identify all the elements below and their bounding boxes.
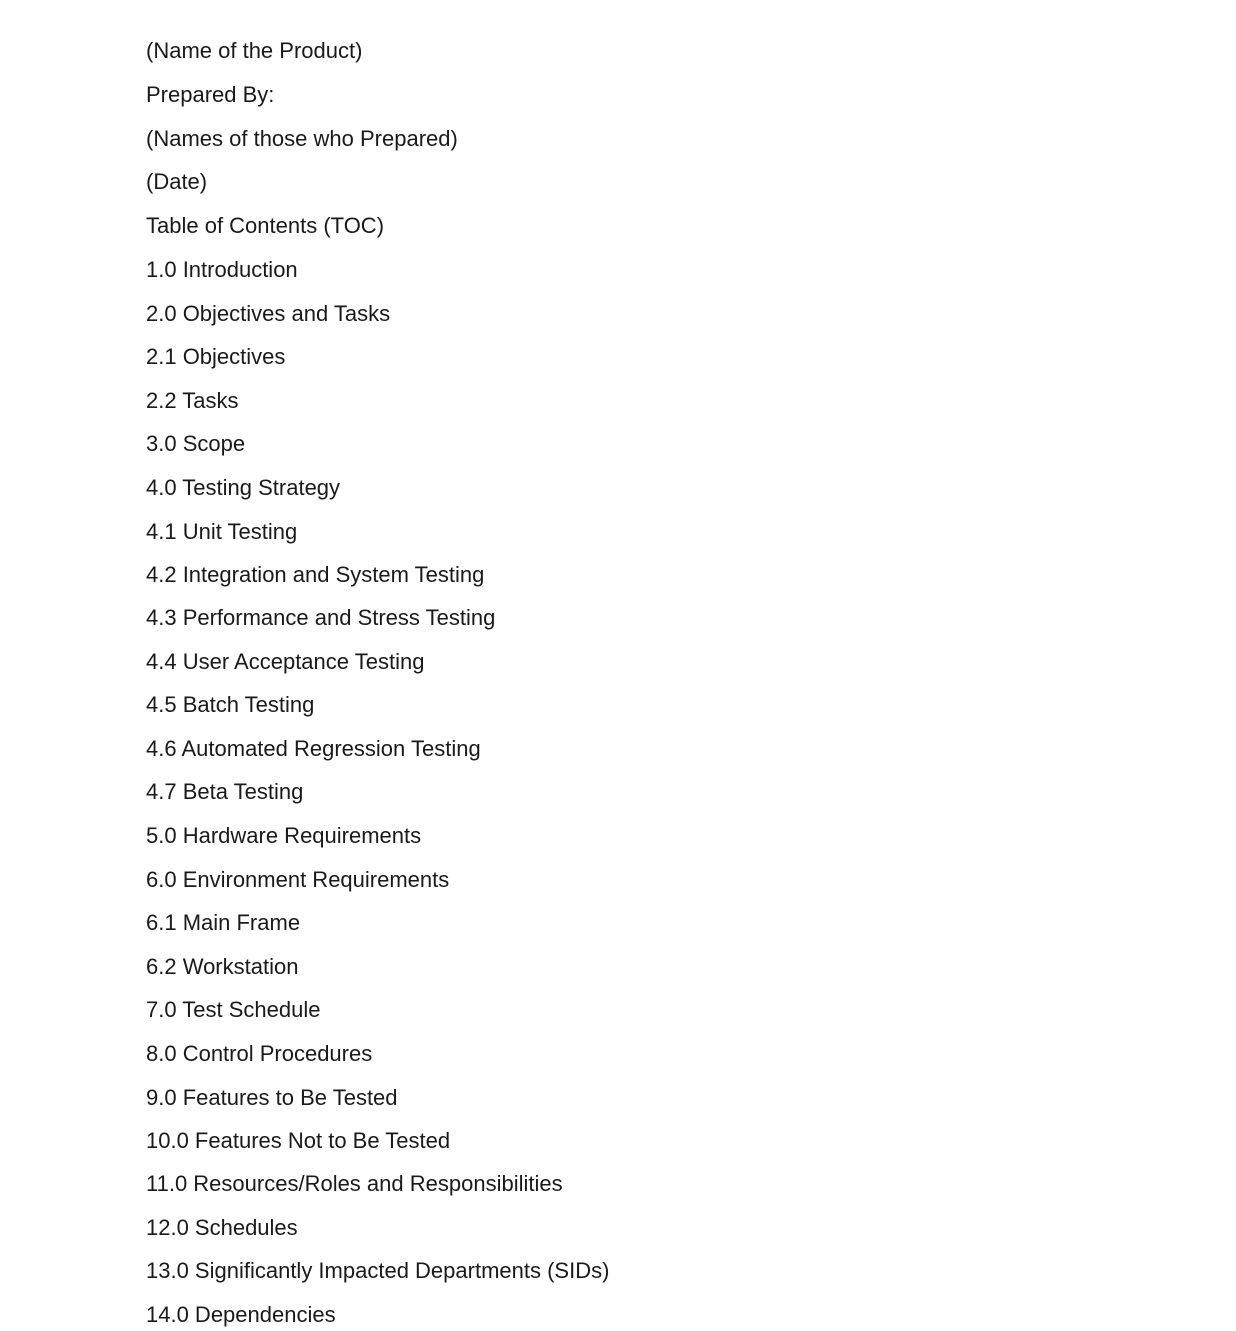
toc-item: 4.4 User Acceptance Testing [146,649,425,674]
toc-item: 1.0 Introduction [146,257,298,282]
toc-item: 4.5 Batch Testing [146,692,315,717]
toc-item: 4.0 Testing Strategy [146,475,341,500]
toc-item: 4.2 Integration and System Testing [146,562,485,587]
toc-item: 4.7 Beta Testing [146,779,304,804]
toc-item: 10.0 Features Not to Be Tested [146,1128,451,1153]
toc-heading: Table of Contents (TOC) [146,213,385,238]
preparers-names: (Names of those who Prepared) [146,126,458,151]
toc-item: 6.0 Environment Requirements [146,867,450,892]
toc-item: 9.0 Features to Be Tested [146,1085,398,1110]
toc-item: 13.0 Significantly Impacted Departments (SIDs) [146,1258,610,1283]
toc-item: 2.0 Objectives and Tasks [146,301,391,326]
toc-item: 5.0 Hardware Requirements [146,823,422,848]
document-date: (Date) [146,169,208,194]
toc-item: 4.3 Performance and Stress Testing [146,605,496,630]
toc-item: 4.6 Automated Regression Testing [146,736,481,761]
toc-item: 3.0 Scope [146,431,246,456]
prepared-by-label: Prepared By: [146,82,275,107]
toc-item: 7.0 Test Schedule [146,997,321,1022]
toc-item: 4.1 Unit Testing [146,519,298,544]
toc-item: 2.1 Objectives [146,344,286,369]
product-name: (Name of the Product) [146,38,363,63]
toc-item: 11.0 Resources/Roles and Responsibilities [146,1171,563,1196]
toc-item: 2.2 Tasks [146,388,239,413]
toc-item: 6.1 Main Frame [146,910,301,935]
toc-item: 14.0 Dependencies [146,1302,336,1327]
toc-item: 8.0 Control Procedures [146,1041,373,1066]
toc-item: 6.2 Workstation [146,954,299,979]
toc-item: 12.0 Schedules [146,1215,298,1240]
